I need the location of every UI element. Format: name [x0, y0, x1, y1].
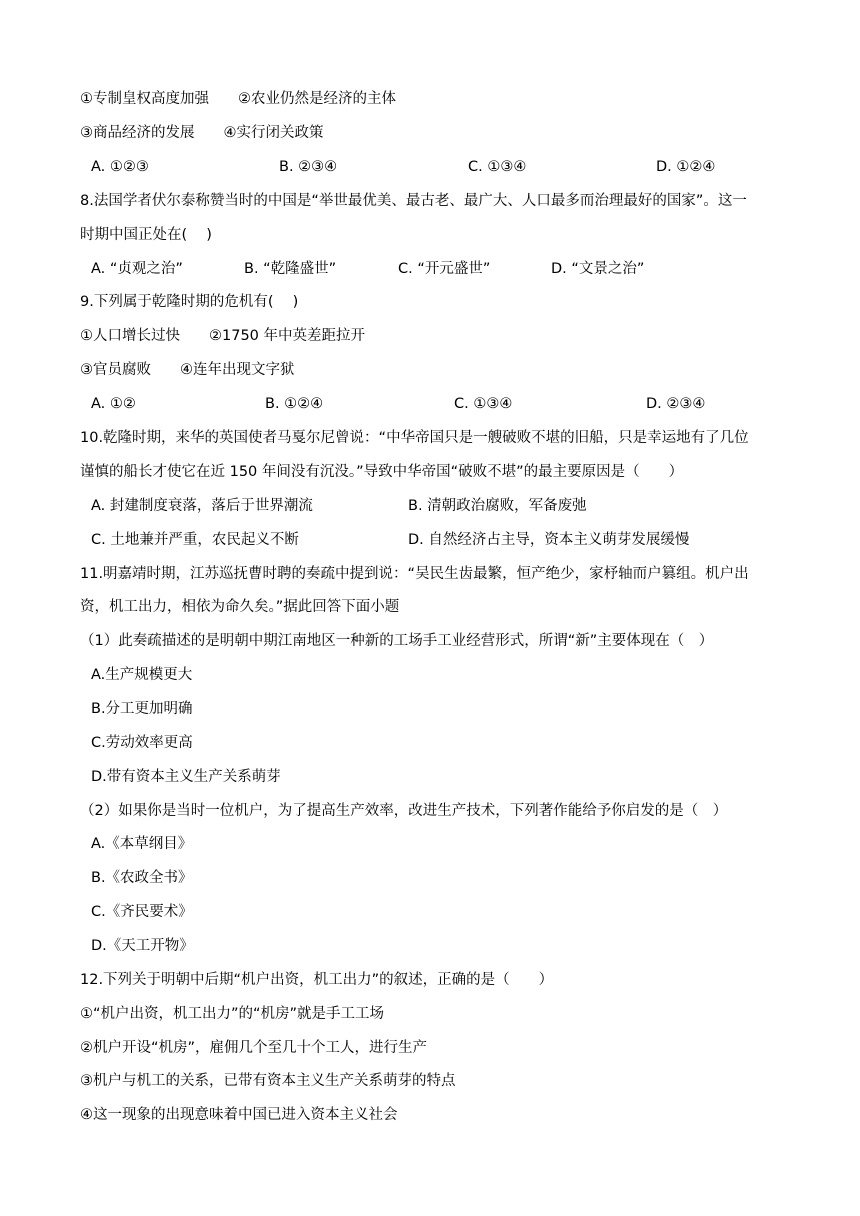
q12-statement-1: ①“机户出资，机工出力”的“机房”就是手工工场	[80, 1006, 385, 1022]
q11-stem-2: 资，机工出力，相依为命久矣。”据此回答下面小题	[80, 599, 400, 615]
q10-option-a: A. 封建制度衰落，落后于世界潮流	[91, 498, 313, 514]
q11-sub2-option-a: A.《本草纲目》	[91, 836, 193, 852]
q8-option-b: B. “乾隆盛世”	[244, 261, 337, 277]
q11-sub1-stem: （1）此奏疏描述的是明朝中期江南地区一种新的工场手工业经营形式，所谓“新”主要体现在（ ）	[80, 633, 714, 649]
q11-sub2-option-c: C.《齐民要术》	[91, 904, 193, 920]
q8-option-c: C. “开元盛世”	[398, 261, 491, 277]
q8-stem-1: 8.法国学者伏尔泰称赞当时的中国是“举世最优美、最古老、最广大、人口最多而治理最好的国家”。这一	[80, 193, 747, 209]
q7-option-b: B. ②③④	[279, 159, 338, 175]
q7-statements-2: ③商品经济的发展 ④实行闭关政策	[80, 125, 324, 141]
q7-statements-1: ①专制皇权高度加强 ②农业仍然是经济的主体	[80, 91, 396, 107]
q11-sub1-option-a: A.生产规模更大	[91, 667, 193, 683]
q9-stem: 9.下列属于乾隆时期的危机有( )	[80, 294, 299, 310]
q10-option-c: C. 土地兼并严重，农民起义不断	[91, 532, 299, 548]
q10-stem-1: 10.乾隆时期，来华的英国使者马戛尔尼曾说：“中华帝国只是一艘破败不堪的旧船，只是幸运地有了几位	[80, 430, 749, 446]
q7-option-c: C. ①③④	[468, 159, 527, 175]
q8-stem-2: 时期中国正处在( )	[80, 227, 212, 243]
q11-sub1-option-c: C.劳动效率更高	[91, 735, 193, 751]
q9-option-c: C. ①③④	[454, 396, 513, 412]
q12-stem: 12.下列关于明朝中后期“机户出资，机工出力”的叙述，正确的是（ ）	[80, 972, 554, 988]
q10-option-d: D. 自然经济占主导，资本主义萌芽发展缓慢	[408, 532, 690, 548]
q12-statement-2: ②机户开设“机房”，雇佣几个至几十个工人，进行生产	[80, 1040, 428, 1056]
q11-sub1-option-b: B.分工更加明确	[91, 701, 193, 717]
q8-option-d: D. “文景之治”	[551, 261, 645, 277]
q10-stem-2: 谨慎的船长才使它在近 150 年间没有沉没。”导致中华帝国“破败不堪”的最主要原因是（ ）	[80, 464, 684, 480]
q11-sub2-option-d: D.《天工开物》	[91, 938, 194, 954]
q7-option-d: D. ①②④	[656, 159, 716, 175]
q9-option-a: A. ①②	[91, 396, 136, 412]
q8-option-a: A. “贞观之治”	[91, 261, 183, 277]
q9-option-d: D. ②③④	[646, 396, 706, 412]
q11-stem-1: 11.明嘉靖时期，江苏巡抚曹时聘的奏疏中提到说：“吴民生齿最繁，恒产绝少，家杼轴而户篡组。机户出	[80, 566, 749, 582]
q9-statements-1: ①人口增长过快 ②1750 年中英差距拉开	[80, 328, 366, 344]
q10-option-b: B. 清朝政治腐败，军备废弛	[408, 498, 587, 514]
q11-sub1-option-d: D.带有资本主义生产关系萌芽	[91, 769, 281, 785]
q11-sub2-stem: （2）如果你是当时一位机户，为了提高生产效率，改进生产技术，下列著作能给予你启发的是（ ）	[80, 803, 728, 819]
q7-option-a: A. ①②③	[91, 159, 149, 175]
q11-sub2-option-b: B.《农政全书》	[91, 870, 193, 886]
q9-option-b: B. ①②④	[265, 396, 324, 412]
q9-statements-2: ③官员腐败 ④连年出现文字狱	[80, 362, 295, 378]
q12-statement-4: ④这一现象的出现意味着中国已进入资本主义社会	[80, 1107, 398, 1123]
q12-statement-3: ③机户与机工的关系，已带有资本主义生产关系萌芽的特点	[80, 1073, 456, 1089]
